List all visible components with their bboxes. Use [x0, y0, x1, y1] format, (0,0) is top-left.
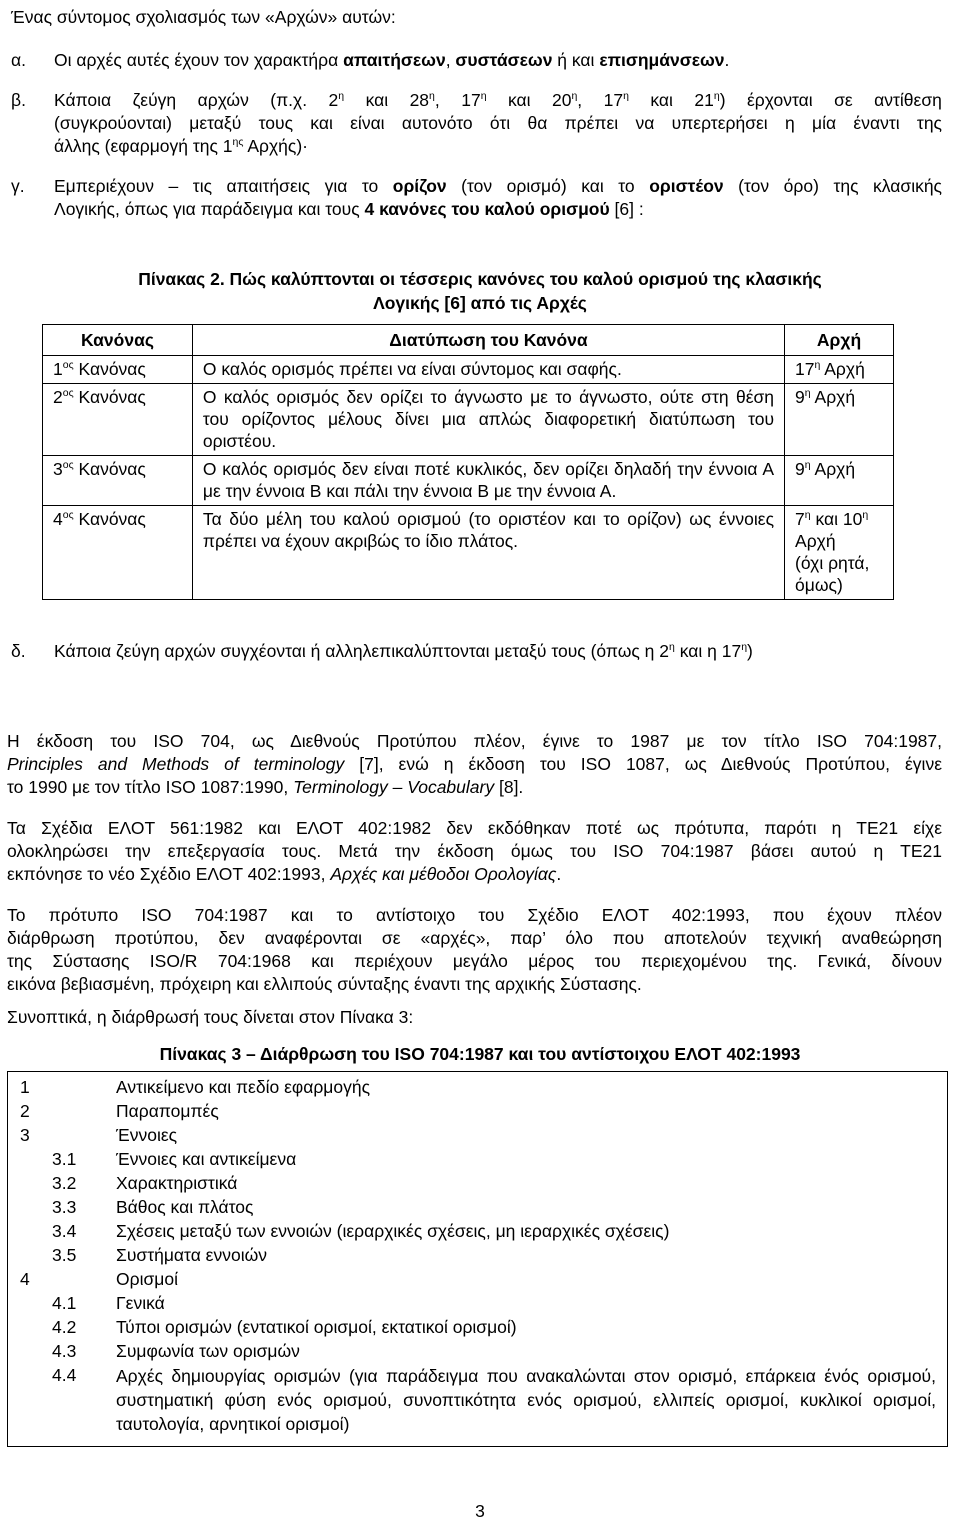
- table3-text: Ορισμοί: [116, 1269, 178, 1289]
- table-row: [43, 384, 894, 456]
- table3-text: Συμφωνία των ορισμών: [116, 1341, 300, 1361]
- table3-text: Έννοιες: [116, 1125, 178, 1145]
- table3: [7, 1071, 948, 1447]
- table2-header-rule: Κανόνας: [43, 325, 193, 356]
- para3-line1: Το πρότυπο ISO 704:1987 και το αντίστοιχο του Σχέδιο ΕΛΟΤ 402:1993, που έχουν πλέον: [7, 905, 942, 925]
- rule-cell: $1^{o\varsigma}$ Κανόνας: [43, 356, 193, 384]
- para2-line1: Τα Σχέδια ΕΛΟΤ 561:1982 και ΕΛΟΤ 402:1982 δεν εκδόθηκαν ποτέ ως πρότυπα, παρότι η ΤΕ21 είχε: [7, 818, 942, 838]
- principle-cell: $9^\eta$ Αρχή: [785, 384, 894, 456]
- item-b-line2: (συγκρούονται) μεταξύ τους και είναι αυτονότο ότι θα πρέπει να υπερτερήσει η μία έναντι της: [54, 113, 942, 133]
- table-row: [43, 456, 894, 506]
- rule-text-cell: Ο καλός ορισμός δεν είναι ποτέ κυκλικός, δεν ορίζει δηλαδή την έννοια Α με την έννοια Β και πάλι την έννοια Β με την έννοια Α.: [192, 456, 784, 506]
- item-b-line1: Κάποια ζεύγη αρχών (π.χ. $2^\eta$ και $28^\eta$, $17^\eta$ και $20^\eta$, $17^\eta$ και $21^\eta$) έρχονται σε αντίθεση: [54, 90, 942, 110]
- table2-caption-line2: Λογικής [6] από τις Αρχές: [373, 293, 587, 313]
- para3-line2: διάρθρωση προτύπου, δεν αναφέρονται σε «αρχές», παρ’ όλο που αποτελούν τεχνική αναθεώρηση: [7, 928, 942, 948]
- para3-line3: της Σύστασης ISO/R 704:1968 και περιέχουν μεγάλο μέρος του περιεχομένου της. Γενικά, δίνουν: [7, 951, 942, 971]
- para2-line3: εκπόνησε το νέο Σχέδιο ΕΛΟΤ 402:1993, Αρχές και μέθοδοι Ορολογίας.: [7, 864, 562, 884]
- para1-line3: το 1990 με τον τίτλο ISO 1087:1990, Terminology – Vocabulary [8].: [7, 777, 524, 797]
- table3-num: 3.3: [52, 1197, 77, 1217]
- table3-text: Βάθος και πλάτος: [116, 1197, 254, 1217]
- table3-num: 3.1: [52, 1149, 77, 1169]
- table3-text: Παραπομπές: [116, 1101, 219, 1121]
- page-number: 3: [475, 1501, 485, 1521]
- table3-num: 4: [20, 1269, 30, 1289]
- para1-line1: Η έκδοση του ISO 704, ως Διεθνούς Προτύπου πλέον, έγινε το 1987 με τον τίτλο ISO 704:1987,: [7, 731, 942, 751]
- para2-line2: ολοκληρώσει την επεξεργασία τους. Μετά την έκδοση όμως του ISO 704:1987 βάσει αυτού η ΤΕ21: [7, 841, 942, 861]
- para1-line2: Principles and Methods of terminology [7], ενώ η έκδοση του ISO 1087, ως Διεθνούς Προτύπου, έγινε: [7, 754, 942, 774]
- rule-cell: $4^{o\varsigma}$ Κανόνας: [43, 506, 193, 600]
- table3-num: 3.5: [52, 1245, 77, 1265]
- intro-text: Ένας σύντομος σχολιασμός των «Αρχών» αυτών:: [11, 7, 396, 27]
- table3-num: 4.3: [52, 1341, 77, 1361]
- rule-text-cell: Ο καλός ορισμός πρέπει να είναι σύντομος και σαφής.: [192, 356, 784, 384]
- item-a-marker: α.: [11, 50, 26, 70]
- item-c-line1: Εμπεριέχουν – τις απαιτήσεις για το ορίζον (τον ορισμό) και το οριστέον (τον όρο) της κλασικής: [54, 176, 942, 196]
- table3-num: 2: [20, 1101, 30, 1121]
- table2: [42, 324, 894, 600]
- table3-text: Γενικά: [116, 1293, 165, 1313]
- table3-num: 4.1: [52, 1293, 77, 1313]
- principle-cell: $7^\eta$ και $10^\eta$ Αρχή (όχι ρητά, όμως): [785, 506, 894, 600]
- table-row: [43, 506, 894, 600]
- table3-text: Σχέσεις μεταξύ των εννοιών (ιεραρχικές σχέσεις, μη ιεραρχικές σχέσεις): [116, 1221, 670, 1241]
- item-b-line3: άλλης (εφαρμογή της $1^{\eta\varsigma}$ Αρχής)·: [54, 136, 308, 156]
- rule-text-cell: Ο καλός ορισμός δεν ορίζει το άγνωστο με το άγνωστο, ούτε στη θέση του ορίζοντος μέλους δίνει μια απλώς διαφορετική διατύπωση του οριστέου.: [192, 384, 784, 456]
- rule-text-cell: Τα δύο μέλη του καλού ορισμού (το οριστέον και το ορίζον) ως έννοιες πρέπει να έχουν ακριβώς το ίδιο πλάτος.: [192, 506, 784, 600]
- table3-num: 1: [20, 1077, 30, 1097]
- table3-caption: Πίνακας 3 – Διάρθρωση του ISO 704:1987 και του αντίστοιχου ΕΛΟΤ 402:1993: [159, 1044, 801, 1064]
- principle-cell: $17^\eta$ Αρχή: [785, 356, 894, 384]
- table3-num: 3: [20, 1125, 30, 1145]
- item-c-marker: γ.: [11, 176, 25, 196]
- rule-cell: $3^{o\varsigma}$ Κανόνας: [43, 456, 193, 506]
- table3-text: Αρχές δημιουργίας ορισμών (για παράδειγμα που ανακαλώνται στον ορισμό, επάρκεια ένός ορισμού, συστηματική φύση ενός ορισμού, συνοπτικότητα ενός ορισμού, ελλιπείς ορισμοί, κυκλικοί ορισμοί, ταυτολογία, αρνητικοί ορισμοί): [116, 1366, 936, 1434]
- table3-num: 3.4: [52, 1221, 77, 1241]
- table3-text: Χαρακτηριστικά: [116, 1173, 238, 1193]
- table3-text: Αντικείμενο και πεδίο εφαρμογής: [116, 1077, 371, 1097]
- item-a-text: Οι αρχές αυτές έχουν τον χαρακτήρα απαιτήσεων, συστάσεων ή και επισημάνσεων.: [54, 50, 730, 70]
- table2-caption-line1: Πίνακας 2. Πώς καλύπτονται οι τέσσερις κανόνες του καλού ορισμού της κλασικής: [138, 269, 822, 289]
- table3-text: Συστήματα εννοιών: [116, 1245, 268, 1265]
- table-row: [43, 356, 894, 384]
- table3-text: Έννοιες και αντικείμενα: [116, 1149, 297, 1169]
- table2-header-principle: Αρχή: [785, 325, 894, 356]
- item-d-text: Κάποια ζεύγη αρχών συγχέονται ή αλληλεπικαλύπτονται μεταξύ τους (όπως η $2^\eta$ και η $17^\eta$): [54, 641, 753, 661]
- para3-line4: εικόνα βεβιασμένη, πρόχειρη και ελλιπούς σύνταξης έναντι της αρχικής Σύστασης.: [7, 974, 642, 994]
- principle-cell: $9^\eta$ Αρχή: [785, 456, 894, 506]
- table3-num: 4.2: [52, 1317, 77, 1337]
- item-b-marker: β.: [11, 90, 26, 110]
- item-d-marker: δ.: [11, 641, 26, 661]
- table3-num: 4.4: [52, 1365, 77, 1385]
- rule-cell: $2^{o\varsigma}$ Κανόνας: [43, 384, 193, 456]
- para4: Συνοπτικά, η διάρθρωσή τους δίνεται στον Πίνακα 3:: [7, 1007, 414, 1027]
- table2-header-text: Διατύπωση του Κανόνα: [192, 325, 784, 356]
- table3-text: Τύποι ορισμών (εντατικοί ορισμοί, εκτατικοί ορισμοί): [116, 1317, 517, 1337]
- item-c-line2: Λογικής, όπως για παράδειγμα και τους 4 κανόνες του καλού ορισμού [6] :: [54, 199, 644, 219]
- table2-header-row: [43, 325, 894, 356]
- table3-num: 3.2: [52, 1173, 77, 1193]
